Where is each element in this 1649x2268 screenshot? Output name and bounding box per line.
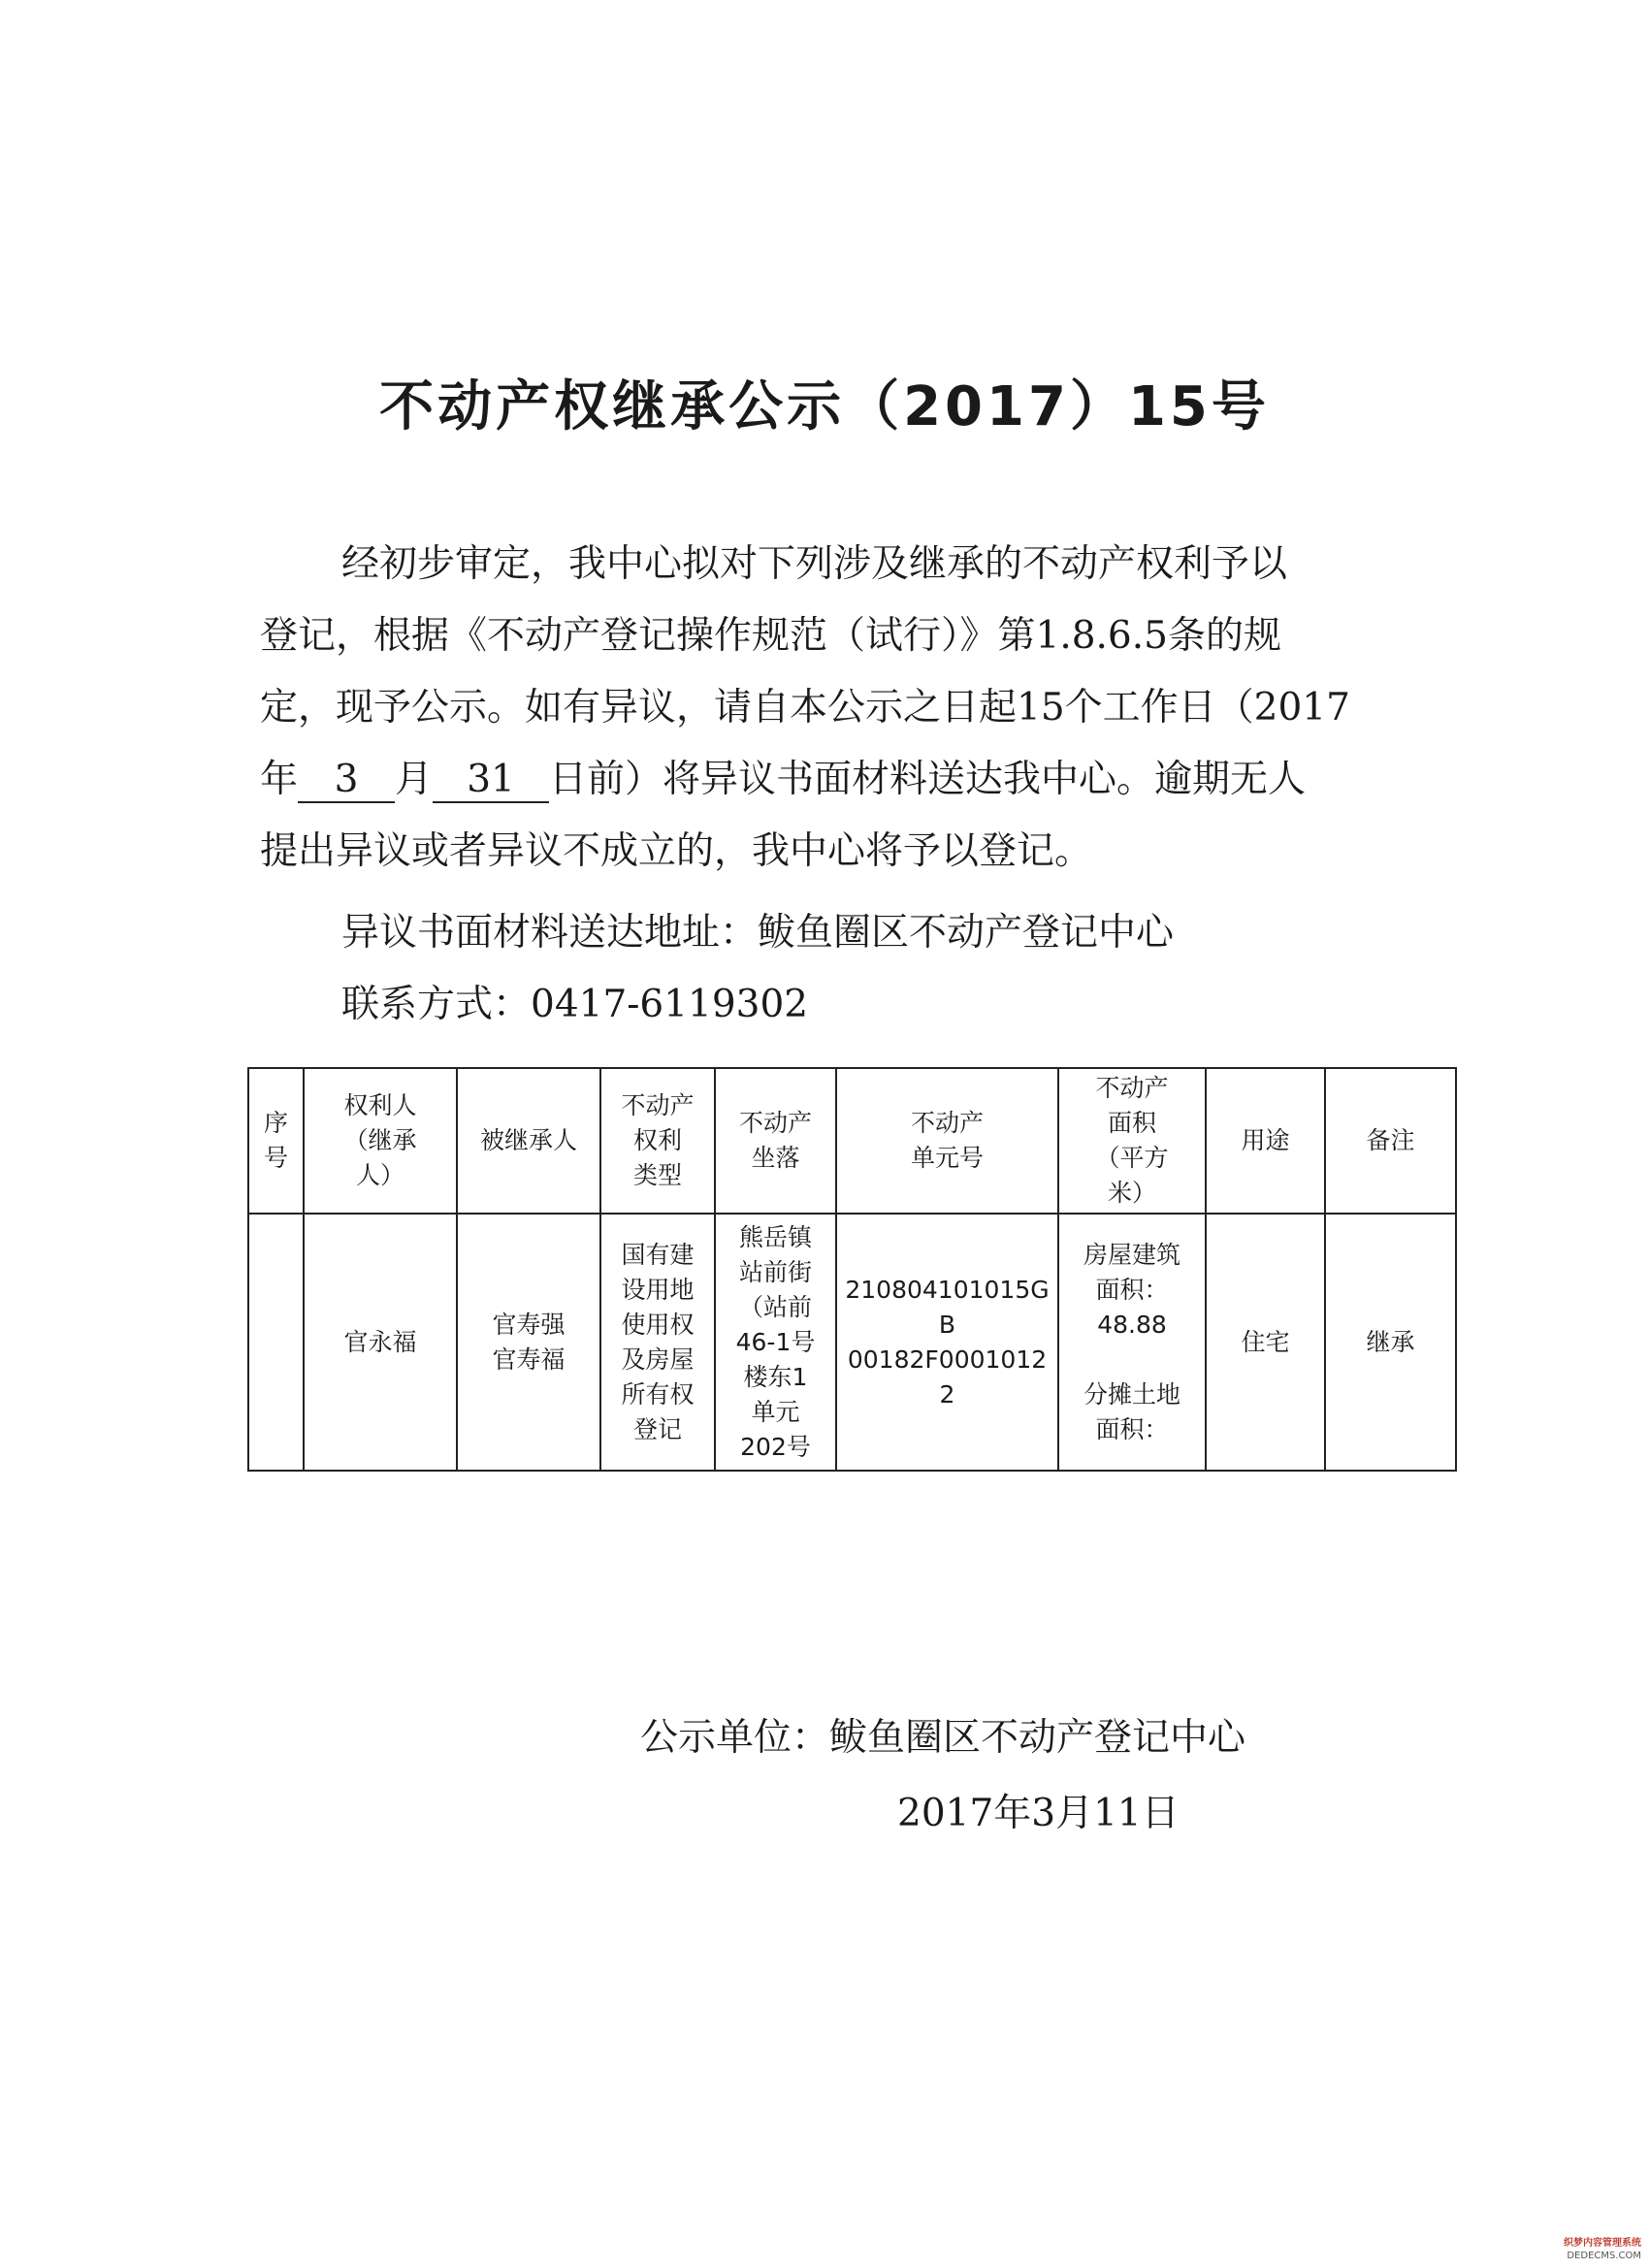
objection-address: 异议书面材料送达地址：鲅鱼圈区不动产登记中心 (341, 911, 1175, 955)
header-text: （平方 (1095, 1144, 1169, 1172)
header-text: 权利人 (343, 1091, 417, 1119)
cell-seq (248, 1214, 304, 1471)
header-text: 类型 (632, 1161, 682, 1189)
table-row (248, 1214, 1456, 1471)
paragraph-line-5: 提出异议或者异议不成立的，我中心将予以登记。 (260, 829, 1093, 873)
cell-holder: 官永福 (304, 1214, 457, 1471)
cell-line (1063, 1343, 1201, 1377)
cell-right-type (600, 1214, 715, 1471)
cell-line: 房屋建筑 (1083, 1240, 1180, 1269)
paragraph-line-1: 经初步审定，我中心拟对下列涉及继承的不动产权利予以 (341, 542, 1288, 586)
cell-line: 国有建 (621, 1240, 695, 1269)
paragraph-line-3: 定，现予公示。如有异议，请自本公示之日起15个工作日（2017 (260, 686, 1350, 729)
cell-area (1058, 1214, 1206, 1471)
issue-date: 2017年3月11日 (897, 1792, 1180, 1835)
cell-line: 202号 (740, 1432, 811, 1461)
header-text: 备注 (1366, 1126, 1415, 1154)
cell-line: 单元 (751, 1397, 800, 1426)
cell-line: 登记 (632, 1414, 682, 1443)
cell-line: 设用地 (621, 1275, 695, 1304)
table-header-cell (304, 1068, 457, 1214)
table-header-cell (600, 1068, 715, 1214)
table-header-cell (248, 1068, 304, 1214)
cell-line: 46-1号 (735, 1327, 816, 1356)
registration-table (247, 1067, 1457, 1472)
header-text: 号 (263, 1144, 288, 1172)
watermark-line-2: DEDECMS.COM (1567, 2251, 1641, 2261)
table-header-cell (1206, 1068, 1325, 1214)
paragraph-line-2: 登记，根据《不动产登记操作规范（试行）》第1.8.6.5条的规 (260, 614, 1281, 658)
header-text: 人） (355, 1161, 404, 1189)
cell-line: 面积： (1095, 1414, 1169, 1443)
deadline-month: 3 (298, 760, 395, 803)
header-text: 米） (1107, 1179, 1156, 1207)
month-label: 月 (395, 758, 434, 801)
cell-line: （站前 (738, 1292, 812, 1321)
cell-decedent (457, 1214, 600, 1471)
header-text: 用途 (1241, 1126, 1290, 1154)
cell-use: 住宅 (1206, 1214, 1325, 1471)
cell-line: 所有权 (621, 1379, 695, 1409)
page-title: 不动产权继承公示（2017）15号 (379, 375, 1270, 438)
cell-line: 分摊土地 (1083, 1379, 1180, 1409)
year-suffix: 年 (260, 758, 299, 801)
cell-line: 官寿福 (492, 1345, 566, 1374)
header-text: 权利 (632, 1126, 682, 1154)
table-header-cell (1058, 1068, 1206, 1214)
cell-line: 站前街 (738, 1257, 812, 1286)
deadline-day: 31 (433, 760, 549, 803)
table-header-cell (715, 1068, 836, 1214)
table-header-cell (1325, 1068, 1456, 1214)
watermark-line-1: 织梦内容管理系统 (1564, 2238, 1641, 2249)
issuing-unit: 公示单位：鲅鱼圈区不动产登记中心 (640, 1716, 1246, 1760)
header-text: 面积 (1107, 1109, 1156, 1137)
header-text: 被继承人 (479, 1126, 577, 1154)
header-text: 不动产 (910, 1109, 984, 1137)
header-text: （继承 (343, 1126, 417, 1154)
cell-line: 使用权 (621, 1310, 695, 1339)
site-watermark (1533, 2237, 1641, 2262)
paragraph-line-4 (260, 744, 1405, 816)
header-text: 序 (263, 1109, 288, 1137)
header-text: 不动产 (1095, 1074, 1169, 1102)
header-text: 坐落 (751, 1144, 800, 1172)
contact-info: 联系方式：0417-6119302 (341, 983, 809, 1026)
cell-line: 00182F00010122 (847, 1345, 1048, 1409)
table-header-row (248, 1068, 1456, 1214)
header-text: 不动产 (738, 1109, 812, 1137)
cell-line: 官寿强 (492, 1310, 566, 1339)
cell-unit-no (836, 1214, 1058, 1471)
cell-line: 楼东1 (743, 1362, 808, 1391)
deadline-rest: 日前）将异议书面材料送达我中心。逾期无人 (549, 758, 1307, 801)
cell-line: 48.88 (1097, 1310, 1167, 1339)
cell-line: 熊岳镇 (738, 1222, 812, 1251)
cell-line: 及房屋 (621, 1345, 695, 1374)
cell-note: 继承 (1325, 1214, 1456, 1471)
notice-paragraph (260, 529, 1405, 888)
cell-line: 210804101015GB (845, 1275, 1050, 1339)
header-text: 单元号 (910, 1144, 984, 1172)
table-header-cell (457, 1068, 600, 1214)
cell-location (715, 1214, 836, 1471)
cell-line: 面积： (1095, 1275, 1169, 1304)
header-text: 不动产 (621, 1091, 695, 1119)
table-header-cell (836, 1068, 1058, 1214)
